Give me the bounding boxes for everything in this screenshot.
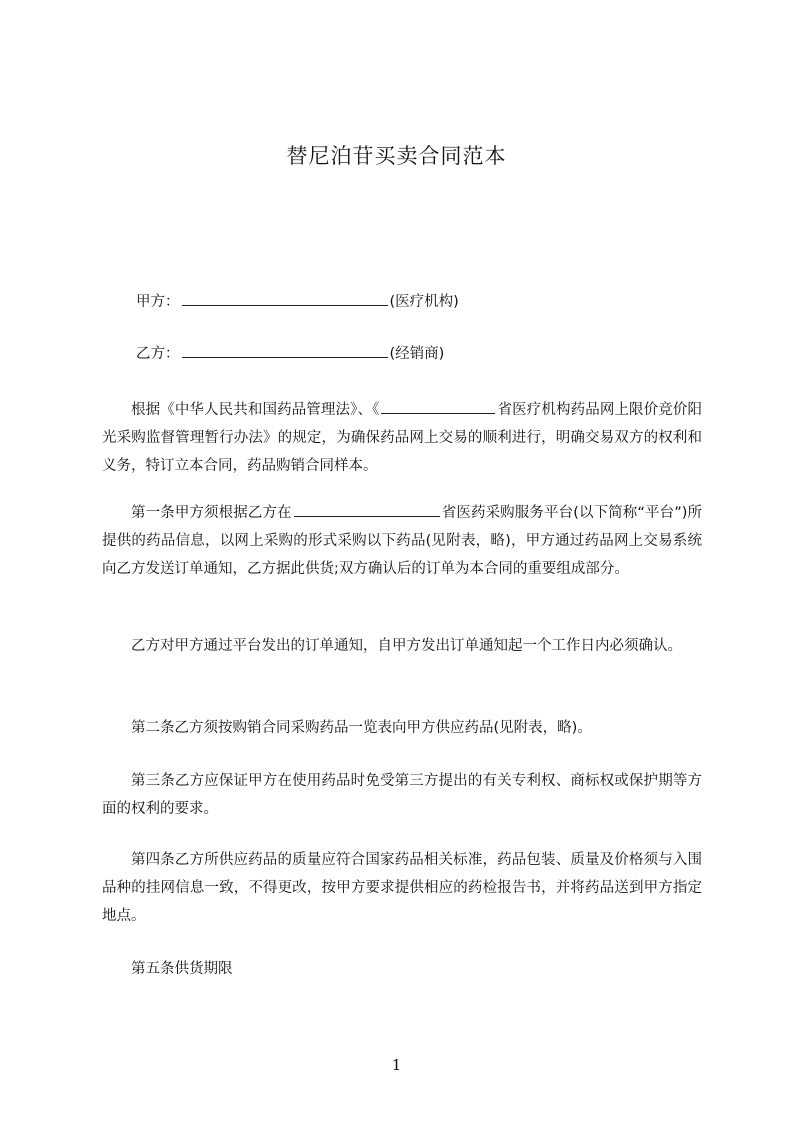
article-1-province-blank	[294, 500, 440, 517]
preamble-part2: 省医疗机构药品网上限价竞价阳光采购监督管理暂行办法》的规定，为确保药品网上交易的顺利进行，明确交易双方的权利和义务，特订立本合同，药品购销合同样本。	[102, 402, 702, 474]
article-5-heading: 第五条供货期限	[131, 961, 233, 977]
party-a-blank	[182, 289, 388, 306]
article-4-paragraph: 第四条乙方所供应药品的质量应符合国家药品相关标准，药品包装、质量及价格须与入围品种的挂网信息一致，不得更改，按甲方要求提供相应的药检报告书，并将药品送到甲方指定地点。	[102, 852, 702, 924]
party-b-line	[136, 340, 444, 368]
article-1-part1: 第一条甲方须根据乙方在	[131, 505, 292, 521]
preamble-part1: 根据《中华人民共和国药品管理法》、《	[131, 402, 380, 418]
article-2-paragraph: 第二条乙方须按购销合同采购药品一览表向甲方供应药品(见附表，略)。	[131, 720, 592, 736]
article-3-paragraph: 第三条乙方应保证甲方在使用药品时免受第三方提出的有关专利权、商标权或保护期等方面的权利的要求。	[102, 773, 702, 817]
party-a-line	[136, 288, 459, 316]
article-1-confirm-paragraph: 乙方对甲方通过平台发出的订单通知，自甲方发出订单通知起一个工作日内必须确认。	[131, 638, 682, 654]
preamble-paragraph	[102, 396, 702, 480]
party-b-blank	[182, 341, 388, 358]
party-b-suffix: (经销商)	[389, 346, 445, 362]
document-title: 替尼泊苷买卖合同范本	[286, 144, 507, 168]
page-number: 1	[391, 1056, 402, 1074]
party-b-label: 乙方：	[136, 346, 180, 362]
province-blank	[381, 397, 495, 414]
article-1-part2: 省医药采购服务平台(以下简称“平台”)所提供的药品信息，以网上采购的形式采购以下药品(见附表，略)，甲方通过药品网上交易系统向乙方发送订单通知，乙方据此供货;双方确认后的订单为本合同的重要组成部分。	[102, 505, 702, 577]
party-a-label: 甲方：	[136, 294, 180, 310]
party-a-suffix: (医疗机构)	[389, 294, 459, 310]
article-1-paragraph	[102, 499, 702, 583]
